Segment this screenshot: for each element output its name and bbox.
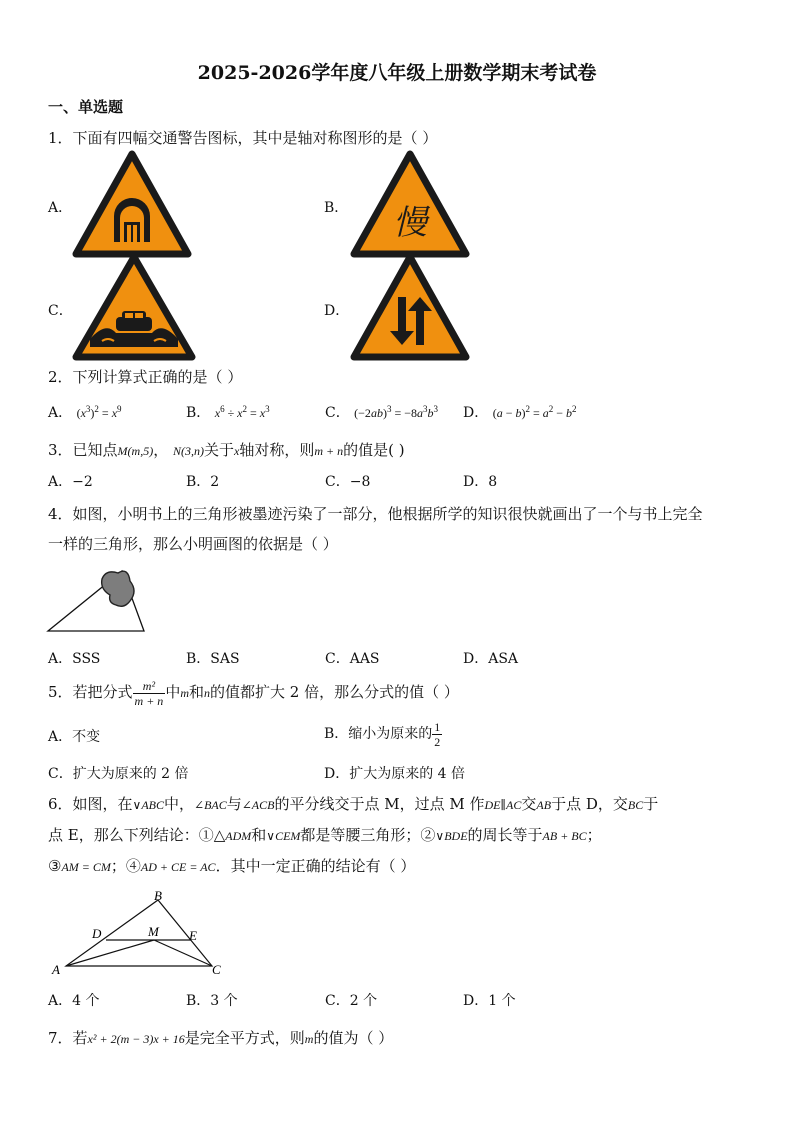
question-5-stem: 5．若把分式 $\frac{\text{m²}}{m + n}$ 中m和n的值都扩大 2 倍，那么分式的值（ ） bbox=[48, 678, 459, 708]
question-1-stem: 1．下面有四幅交通警告图标，其中是轴对称图形的是（ ） bbox=[48, 129, 438, 147]
vertex-c-label: C bbox=[212, 962, 221, 977]
point-d-label: D bbox=[92, 926, 102, 941]
question-4-line-2: 一样的三角形，那么小明画图的依据是（ ） bbox=[48, 535, 338, 553]
question-2-stem: 2．下列计算式正确的是（ ） bbox=[48, 368, 243, 386]
fraction-m2-over-mn: $\frac{\text{m²}}{m + n}$ bbox=[134, 678, 164, 708]
q1-option-d-label: D． bbox=[324, 303, 350, 319]
q6-option-d: D．1 个 bbox=[463, 993, 516, 1009]
question-4-line-1: 4．如图，小明书上的三角形被墨迹污染了一部分，他根据所学的知识很快就画出了一个与书上完全 bbox=[48, 505, 703, 523]
q3-option-b: B．2 bbox=[186, 474, 220, 490]
slow-sign-text: 慢 bbox=[393, 203, 427, 243]
question-6-line-3: ③AM = CM；④AD + CE = AC．其中一定正确的结论有（ ） bbox=[48, 857, 416, 875]
two-way-traffic-sign-icon bbox=[350, 253, 470, 361]
q5-option-d: D．扩大为原来的 4 倍 bbox=[324, 766, 466, 782]
q2-option-d: D． $(a - b)^2 = a^2 - b^2$ bbox=[463, 404, 577, 421]
q4-option-a: A．SSS bbox=[48, 651, 101, 667]
question-6-line-1: 6．如图，在∨ABC中，∠BAC与∠ACB的平分线交于点 M，过点 M 作DE∥AC交AB于点 D，交BC于 bbox=[48, 795, 659, 813]
q2-option-a: A． $(x^3)^2 = x^9$ bbox=[48, 404, 122, 421]
q4-option-c: C．AAS bbox=[325, 651, 380, 667]
q5-option-b: B．缩小为原来的 $\frac{1}{2}$ bbox=[324, 719, 441, 749]
slow-warning-sign-icon bbox=[350, 150, 470, 258]
page-title: 2025-2026学年度八年级上册数学期末考试卷 bbox=[197, 62, 597, 84]
triangle-abc-figure bbox=[46, 884, 236, 980]
q3-option-d: D．8 bbox=[463, 474, 498, 490]
q6-option-b: B．3 个 bbox=[186, 993, 238, 1009]
fraction-one-half: $\frac{1}{2}$ bbox=[434, 719, 441, 749]
q1-option-c-label: C． bbox=[48, 303, 73, 319]
q4-option-b: B．SAS bbox=[186, 651, 240, 667]
q5-option-a: A．不变 bbox=[48, 729, 101, 745]
question-3-stem: 3．已知点M(m,5)， N(3,n)关于x轴对称，则m + n的值是( ) bbox=[48, 441, 405, 459]
q1-option-b-label: B． bbox=[324, 200, 349, 216]
q6-option-c: C．2 个 bbox=[325, 993, 378, 1009]
q5-option-c: C．扩大为原来的 2 倍 bbox=[48, 766, 189, 782]
q4-option-d: D．ASA bbox=[463, 651, 519, 667]
q3-option-c: C．−8 bbox=[325, 474, 371, 490]
question-6-line-2: 点 E，那么下列结论：①△ADM和∨CEM都是等腰三角形；②∨BDE的周长等于AB + BC； bbox=[48, 826, 602, 844]
vertex-a-label: A bbox=[52, 962, 60, 977]
q1-option-a-label: A． bbox=[48, 200, 73, 216]
q2-option-c: C． $(-2ab)^3 = -8a^3b^3$ bbox=[325, 404, 438, 421]
q2-option-b: B． $x^6 \div x^2 = x^3$ bbox=[186, 404, 270, 421]
riverbank-warning-sign-icon bbox=[72, 253, 196, 361]
question-7-stem: 7．若x² + 2(m − 3)x + 16是完全平方式，则m的值为（ ） bbox=[48, 1029, 394, 1047]
q3-option-a: A．−2 bbox=[48, 474, 93, 490]
ink-blot bbox=[102, 571, 134, 606]
ink-stained-triangle-figure bbox=[46, 563, 150, 635]
tunnel-warning-sign-icon bbox=[72, 150, 192, 258]
point-m-label: M bbox=[148, 924, 159, 939]
section-heading: 一、单选题 bbox=[48, 98, 124, 116]
vertex-b-label: B bbox=[154, 888, 162, 903]
q6-option-a: A．4 个 bbox=[48, 993, 100, 1009]
point-e-label: E bbox=[189, 928, 197, 943]
